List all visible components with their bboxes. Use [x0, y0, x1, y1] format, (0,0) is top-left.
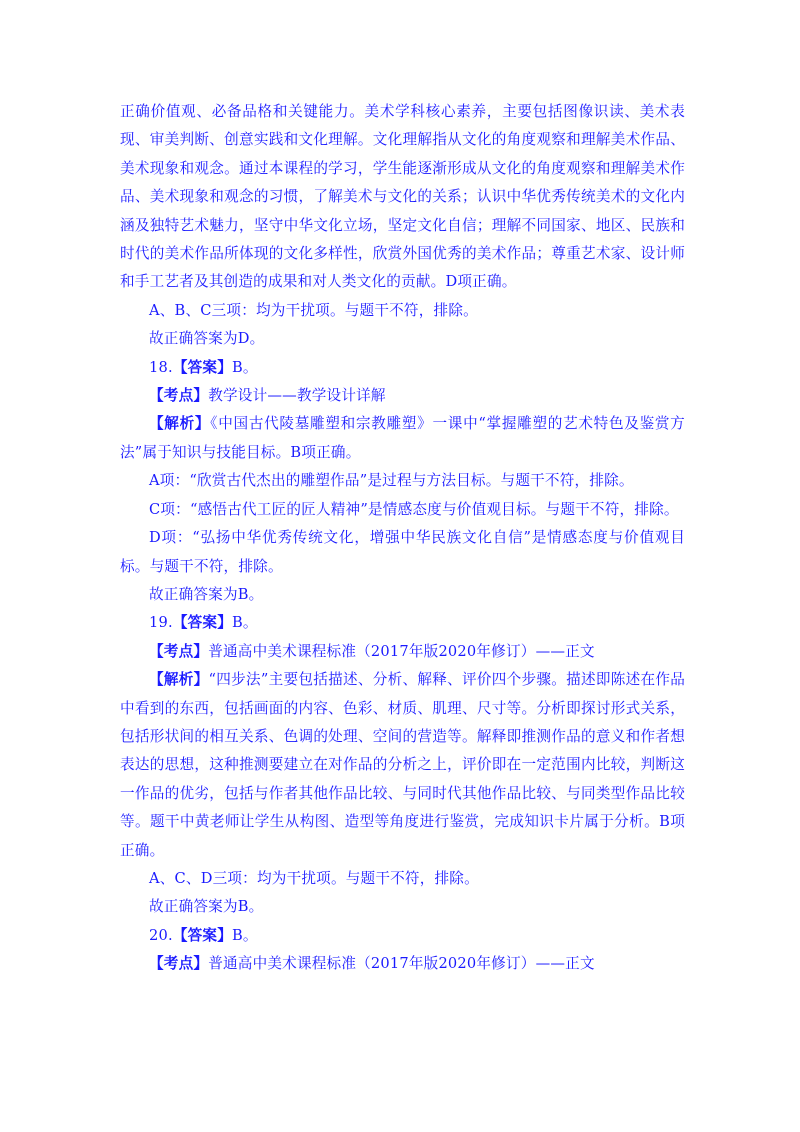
q20-kaodian-line [120, 950, 685, 978]
q18-option-a: A项：“欣赏古代杰出的雕塑作品”是过程与方法目标。与题干不符，排除。 [149, 472, 634, 490]
q18-kaodian-line [120, 382, 685, 410]
paragraph-q17-distractors: A、B、C三项：均为干扰项。与题干不符，排除。 [149, 301, 478, 319]
q19-jiexi-paragraph [120, 666, 685, 865]
q20-kaodian-text: 普通高中美术课程标准（2017年版2020年修订）——正文 [208, 955, 595, 973]
q19-options-acd: A、C、D三项：均为干扰项。与题干不符，排除。 [149, 869, 479, 887]
paragraph-q17-final-answer: 故正确答案为D。 [149, 330, 265, 348]
q19-kaodian-text: 普通高中美术课程标准（2017年版2020年修订）——正文 [208, 642, 595, 660]
q20-kaodian-tag: 【考点】 [149, 955, 209, 973]
q18-answer-line [120, 354, 685, 382]
q18-answer-tag: 【答案】 [172, 358, 232, 376]
q18-answer-value: B。 [232, 358, 258, 376]
q18-final-answer: 故正确答案为B。 [149, 585, 264, 603]
q19-final-answer: 故正确答案为B。 [149, 898, 264, 916]
q20-number: 20. [149, 926, 173, 944]
q20-answer-value: B。 [232, 926, 258, 944]
q19-jiexi-text: “四步法”主要包括描述、分析、解释、评价四个步骤。描述即陈述在作品中看到的东西，包括画面的内容、色彩、材质、肌理、尺寸等。分析即探讨形式关系，包括形状间的相互关系、色调的处理、空间的营造等。解释即推测作品的意义和作者想表达的思想，这种推测要建立在对作品的分析之上，评价即在一定范围内比较，判断这一作品的优劣，包括与作者其他作品比较、与同时代其他作品比较、与同类型作品比较等。题干中黄老师让学生从构图、造型等角度进行鉴赏，完成知识卡片属于分析。B项正确。 [120, 671, 685, 859]
q18-kaodian-text: 教学设计——教学设计详解 [208, 387, 386, 405]
q20-answer-line [120, 922, 685, 950]
q19-answer-tag: 【答案】 [172, 614, 232, 632]
q18-number: 18. [149, 358, 173, 376]
q18-option-d: D项：“弘扬中华优秀传统文化，增强中华民族文化自信”是情感态度与价值观目标。与题干不符，排除。 [120, 529, 685, 575]
q18-option-c: C项：“感悟古代工匠的匠人精神”是情感态度与价值观目标。与题干不符，排除。 [149, 500, 679, 518]
q18-kaodian-tag: 【考点】 [149, 387, 209, 405]
q20-answer-tag: 【答案】 [172, 926, 232, 944]
q18-jiexi-text: 《中国古代陵墓雕塑和宗教雕塑》一课中“掌握雕塑的艺术特色及鉴赏方法”属于知识与技能目标。B项正确。 [120, 415, 685, 461]
q19-answer-line [120, 609, 685, 637]
q19-jiexi-tag: 【解析】 [149, 671, 209, 689]
q18-jiexi-paragraph [120, 410, 685, 467]
q19-kaodian-line [120, 638, 685, 666]
q18-jiexi-tag: 【解析】 [149, 415, 211, 433]
document-body [120, 98, 685, 979]
paragraph-core-literacy: 正确价值观、必备品格和关键能力。美术学科核心素养，主要包括图像识读、美术表现、审美判断、创意实践和文化理解。文化理解指从文化的角度观察和理解美术作品、美术现象和观念。通过本课程的学习，学生能逐渐形成从文化的角度观察和理解美术作品、美术现象和观念的习惯，了解美术与文化的关系；认识中华优秀传统美术的文化内涵及独特艺术魅力，坚守中华文化立场，坚定文化自信；理解不同国家、地区、民族和时代的美术作品所体现的文化多样性，欣赏外国优秀的美术作品；尊重艺术家、设计师和手工艺者及其创造的成果和对人类文化的贡献。D项正确。 [120, 103, 685, 291]
q19-answer-value: B。 [232, 614, 258, 632]
q19-kaodian-tag: 【考点】 [149, 642, 209, 660]
q19-number: 19. [149, 614, 173, 632]
